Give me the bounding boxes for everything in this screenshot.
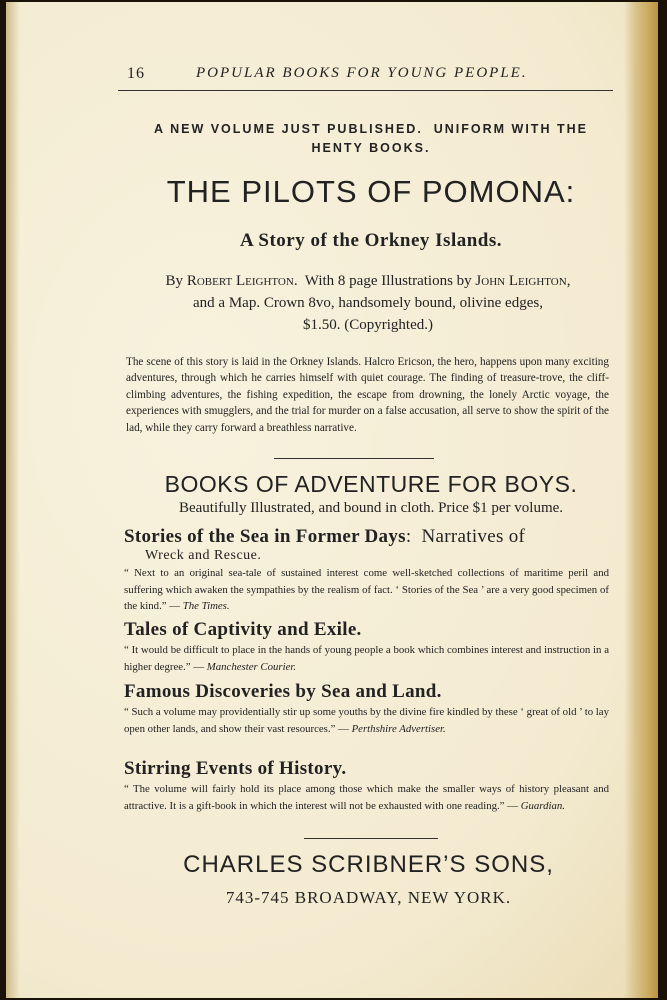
- book-title: THE PILOTS OF POMONA:: [166, 174, 576, 209]
- series-item-title: Famous Discoveries by Sea and Land.: [124, 681, 442, 702]
- running-title: POPULAR BOOKS FOR YOUNG PEOPLE.: [196, 65, 528, 81]
- series-subtitle: Beautifully Illustrated, and bound in cloth. Price $1 per volume.: [178, 500, 564, 516]
- series-item-title: Tales of Captivity and Exile.: [124, 619, 362, 640]
- quote-text: “ Next to an original sea-tale of sustained interest come well-sketched collections of maritime peril and suffering which awaken the sympathies by the realism of fact. ‘ Stories of the Sea ’ are a very good specimen of the kind.” —: [124, 567, 609, 612]
- quote-source: Guardian.: [520, 799, 565, 812]
- quote-source: The Times.: [182, 600, 230, 612]
- announcement-line-1: A NEW VOLUME JUST PUBLISHED. UNIFORM WITH THE: [154, 122, 588, 136]
- series-item-title-rest: : Narratives of: [405, 526, 526, 547]
- header-rule: [118, 90, 613, 91]
- book-byline: [118, 270, 618, 336]
- book-description: The scene of this story is laid in the Orkney Islands. Halcro Ericson, the hero, happens upon many exciting adventures, through which he carries himself with quiet courage. The finding of treasure-trove, the cliff-climbing adventures, the fishing expedition, the escape from drowning, the lonely Arctic voyage, the experiences with smugglers, and the trial for murder on a false accusation, all serve to show the spirit of the lad, while they carry forward a breathless narrative.: [126, 356, 609, 434]
- series-item-title: [124, 526, 610, 548]
- announcement-line-2: HENTY BOOKS.: [311, 141, 431, 155]
- publisher-name: CHARLES SCRIBNER’S SONS,: [183, 851, 554, 878]
- series-item-title-bold: Stories of the Sea in Former Days: [124, 526, 406, 547]
- series-item-quote: [124, 565, 609, 615]
- page-right-edge: [624, 2, 658, 998]
- byline-line-1: By Robert Leighton. With 8 page Illustrations by John Leighton,: [165, 273, 571, 289]
- publisher-address: 743-745 BROADWAY, NEW YORK.: [225, 888, 512, 907]
- byline-line-3: $1.50. (Copyrighted.): [303, 317, 433, 333]
- series-item-title: Stirring Events of History.: [124, 758, 347, 779]
- page-left-edge: [6, 2, 20, 998]
- quote-source: Manchester Courier.: [206, 660, 297, 673]
- quote-source: Perthshire Advertiser.: [351, 722, 446, 735]
- series-item-quote: [124, 781, 609, 814]
- author-name: Robert Leighton: [186, 273, 294, 289]
- series-item-quote: [124, 704, 609, 737]
- quote-text: “ It would be difficult to place in the hands of young people a book which combines interest and instruction in a higher degree.” —: [124, 644, 609, 673]
- series-title: BOOKS OF ADVENTURE FOR BOYS.: [164, 471, 578, 497]
- series-item-quote: [124, 642, 609, 675]
- byline-by: By: [165, 273, 187, 289]
- footer-divider: [304, 838, 438, 839]
- book-page: [6, 2, 658, 998]
- book-subtitle: A Story of the Orkney Islands.: [239, 230, 503, 251]
- section-divider: [274, 458, 434, 459]
- series-item-title-cont: Wreck and Rescue.: [145, 548, 262, 563]
- page-number: 16: [127, 65, 145, 82]
- byline-mid: . With 8 page Illustrations by: [293, 273, 476, 289]
- illustrator-name: John Leighton: [475, 273, 567, 289]
- quote-text: “ Such a volume may providentially stir up some youths by the divine fire kindled by these ‘ great of old ’ to lay open other lands, and show their vast resources.” —: [124, 706, 609, 735]
- announcement: [116, 120, 626, 158]
- byline-line-2: and a Map. Crown 8vo, handsomely bound, olivine edges,: [193, 295, 543, 311]
- quote-text: “ The volume will fairly hold its place among those which make the smaller ways of history pleasant and attractive. It is a gift-book in which the interest will not be exhausted with one reading.” —: [124, 783, 609, 812]
